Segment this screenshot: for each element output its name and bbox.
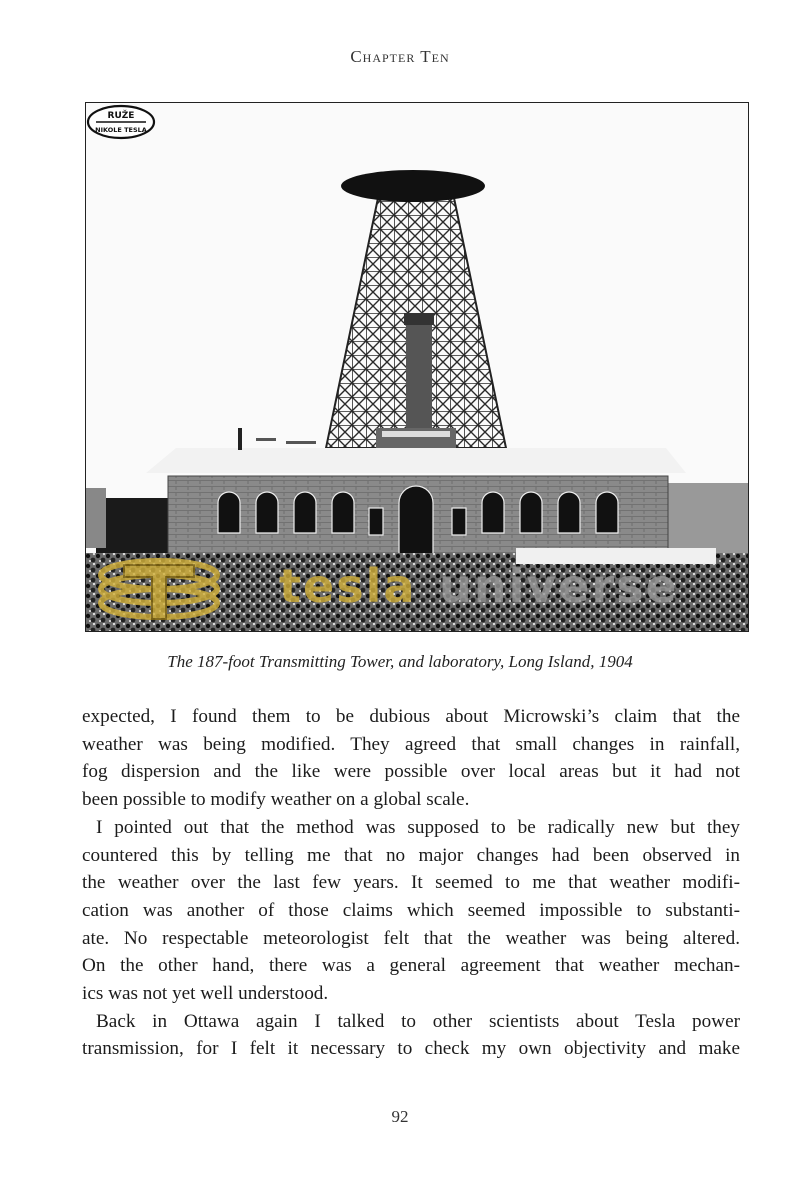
text-line: transmission, for I felt it necessary to check my own objectivity and make [82, 1038, 740, 1060]
page-number: 92 [391, 1107, 409, 1126]
text-line: the weather over the last few years. It seemed to me that weather modifi- [82, 872, 740, 894]
tesla-logo-icon [94, 553, 224, 623]
tower-laboratory-illustration [86, 103, 748, 631]
svg-text:RUŽE: RUŽE [107, 111, 135, 121]
svg-text:NIKOLE TESLA: NIKOLE TESLA [95, 126, 147, 134]
text-line: cation was another of those claims which seemed impossible to substanti- [82, 899, 740, 921]
watermark-word-universe: universe [439, 559, 679, 613]
text-line: fog dispersion and the like were possible over local areas but it had not [82, 761, 740, 783]
figure-caption: The 187-foot Transmitting Tower, and laboratory, Long Island, 1904 [167, 652, 633, 671]
watermark [94, 553, 744, 623]
text-line: weather was being modified. They agreed that small changes in rainfall, [82, 733, 740, 755]
text-line: I pointed out that the method was supposed to be radically new but they [96, 816, 740, 838]
figure-photo [85, 102, 749, 632]
stamp-icon [86, 103, 156, 141]
text-line: expected, I found them to be dubious about Microwski’s claim that the [82, 706, 740, 727]
text-line: On the other hand, there was a general agreement that weather mechan- [82, 955, 740, 977]
paragraph-1 [82, 703, 740, 814]
text-line: ics was not yet well understood. [82, 983, 329, 1005]
paragraph-2 [82, 814, 740, 1008]
running-head: Chapter Ten [350, 47, 450, 66]
text-line: ate. No respectable meteorologist felt that the weather was being altered. [82, 927, 740, 949]
text-line: been possible to modify weather on a global scale. [82, 789, 470, 811]
paragraph-3 [82, 1008, 740, 1063]
text-line: Back in Ottawa again I talked to other scientists about Tesla power [96, 1010, 740, 1032]
text-line: countered this by telling me that no major changes had been observed in [82, 844, 740, 866]
body-text [82, 703, 740, 1063]
watermark-word-tesla: tesla [279, 559, 417, 613]
